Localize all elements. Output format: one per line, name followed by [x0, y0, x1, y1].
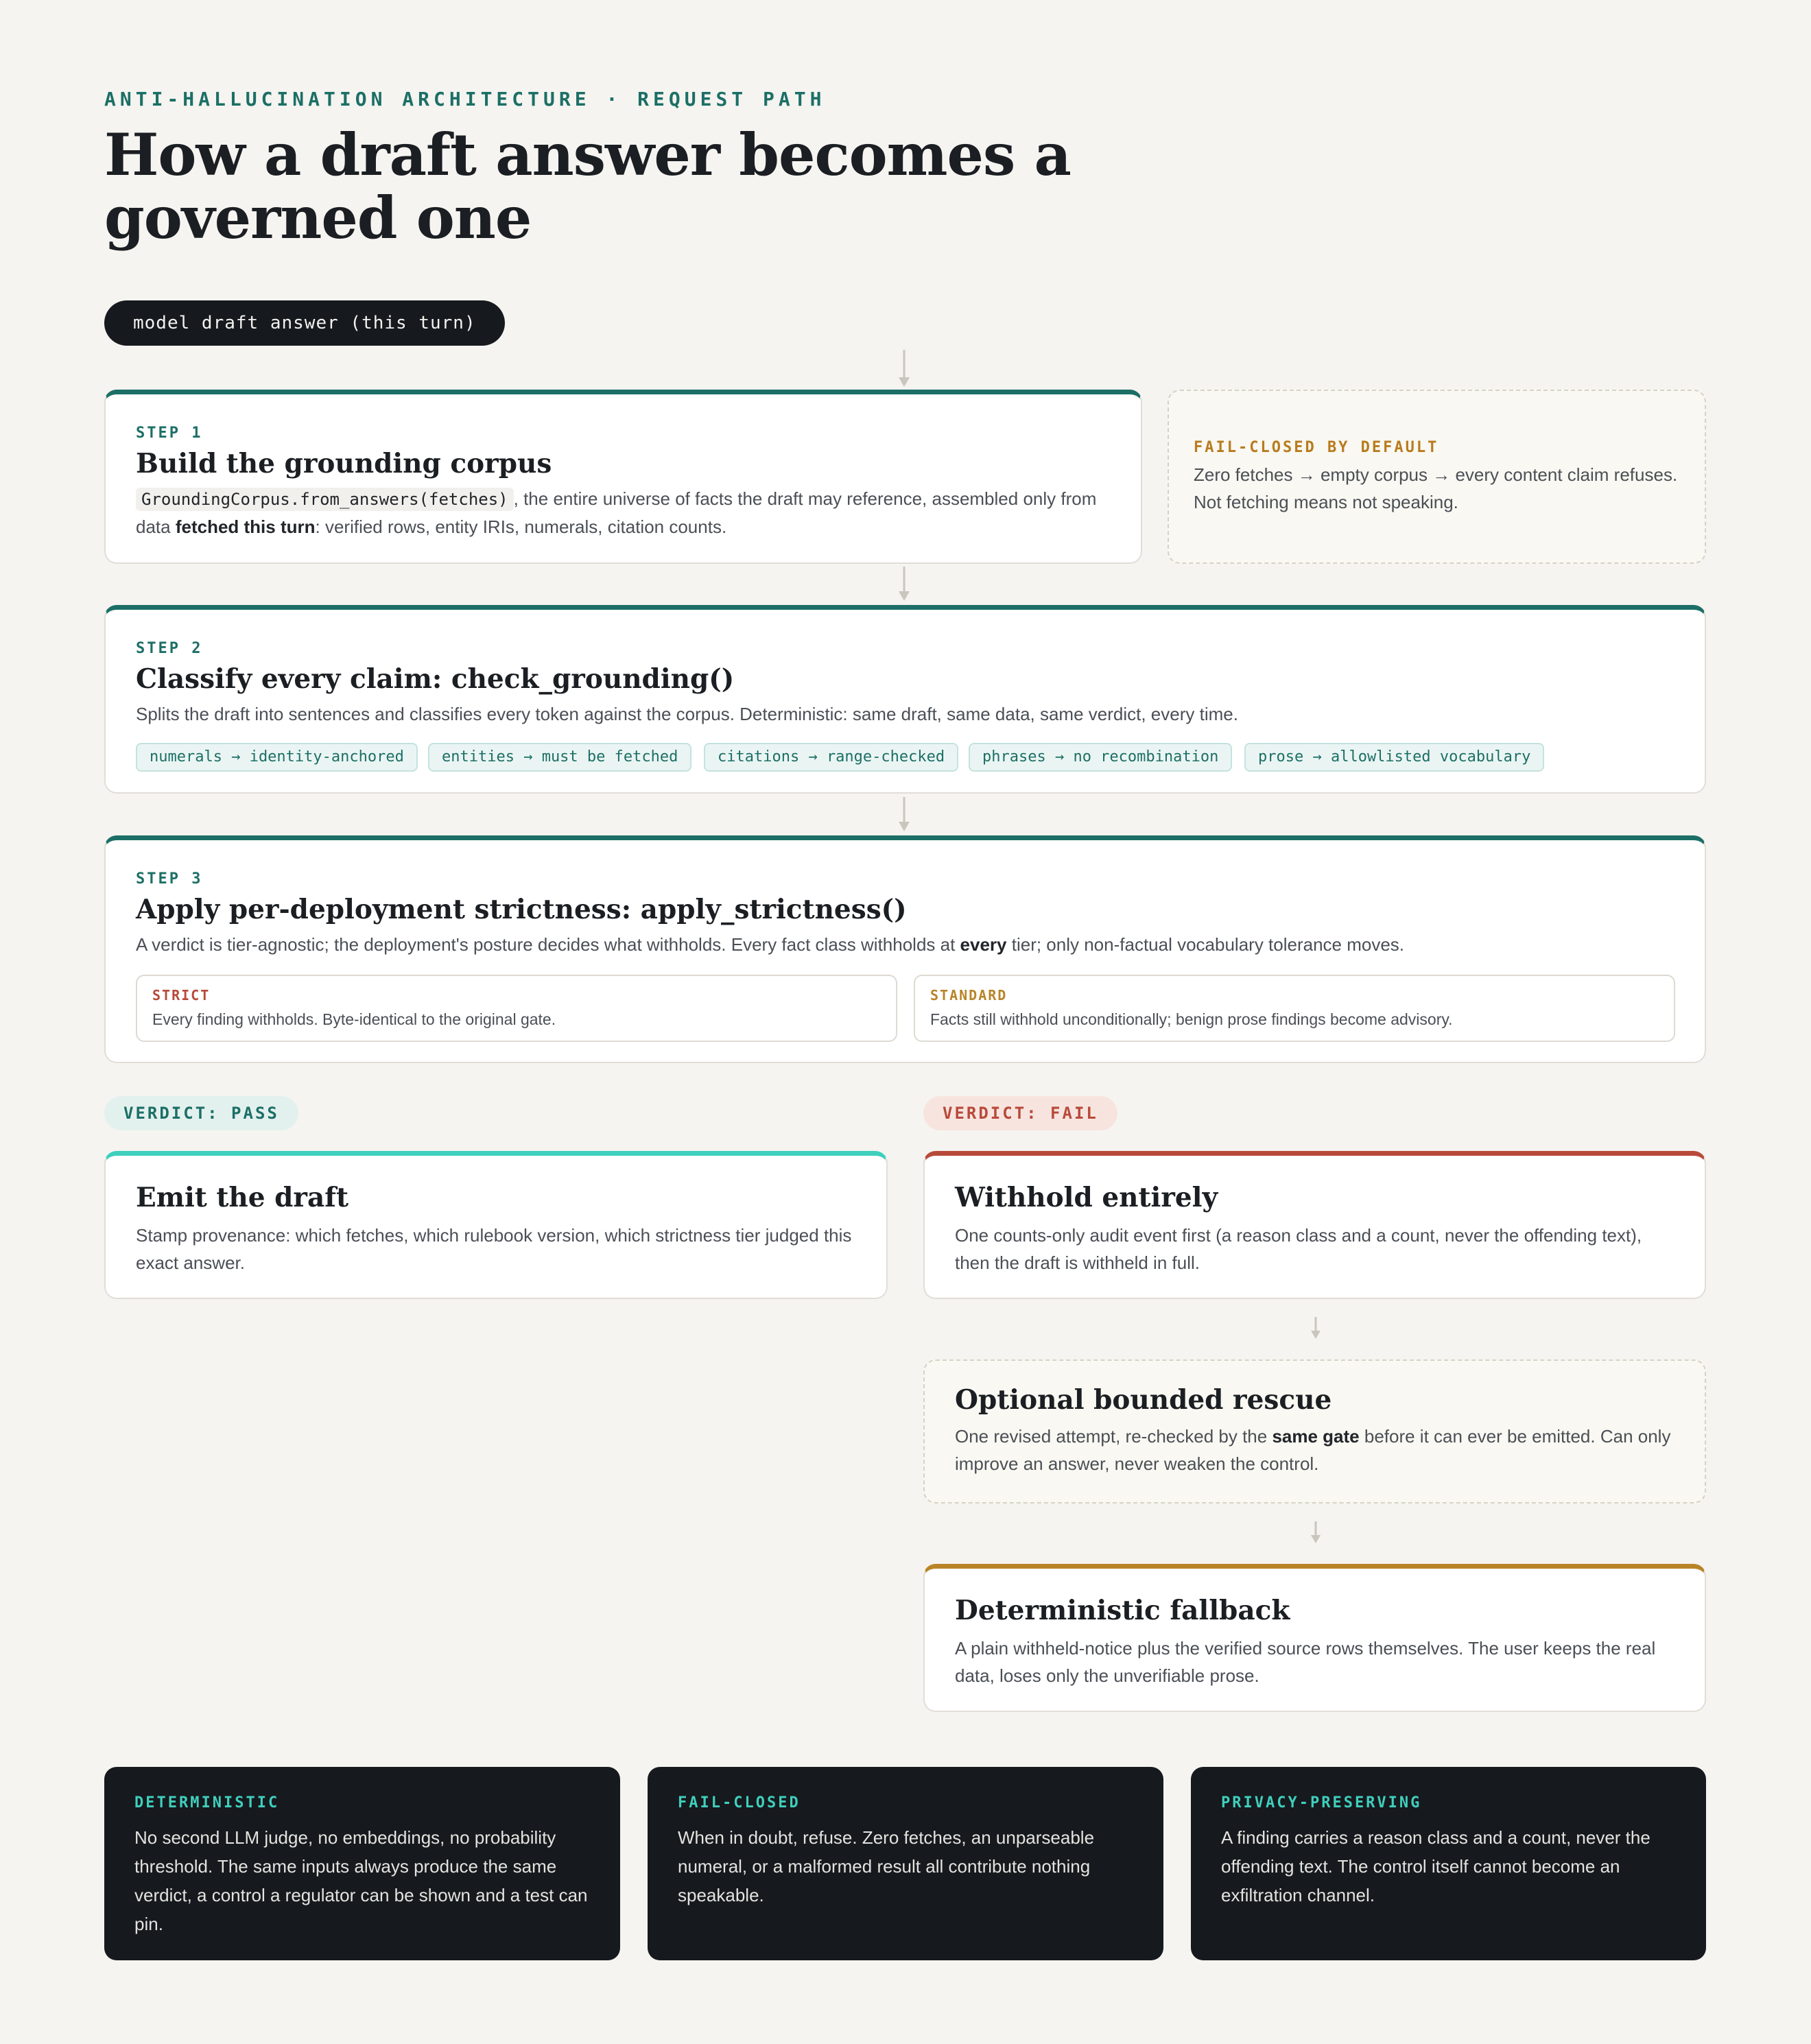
principle-body: A finding carries a reason class and a count, never the offending text. The control itself cannot become an exfiltration channel.: [1221, 1827, 1650, 1905]
step2-card: [104, 605, 1706, 794]
emit-draft-title: Emit the draft: [136, 1182, 349, 1213]
step1-title: Build the grounding corpus: [136, 448, 552, 479]
fallback-title: Deterministic fallback: [955, 1595, 1290, 1626]
step3-label: STEP 3: [136, 870, 203, 888]
step3-body-bold: every: [960, 934, 1007, 955]
principle-body: No second LLM judge, no embeddings, no probability threshold. The same inputs always produce the same verdict, a control a regulator can be shown and a test can pin.: [134, 1827, 588, 1934]
page-title: How a draft answer becomes a governed one: [104, 121, 1071, 252]
step1-code: GroundingCorpus.from_answers(fetches): [136, 488, 514, 511]
principle-label: PRIVACY-PRESERVING: [1221, 1794, 1422, 1811]
tier-strict-label: STRICT: [152, 987, 211, 1003]
eyebrow: ANTI-HALLUCINATION ARCHITECTURE · REQUEST PATH: [104, 88, 826, 110]
rule-chip: prose → allowlisted vocabulary: [1244, 743, 1544, 772]
fail-closed-note: [1168, 390, 1706, 564]
tier-standard: [914, 975, 1675, 1042]
arrow-down-icon: [1307, 1520, 1324, 1547]
step3-body-a: A verdict is tier-agnostic; the deployment's posture decides what withholds. Every fact class withholds at: [136, 934, 960, 955]
fail-closed-body: Zero fetches → empty corpus → every content claim refuses. Not fetching means not speaking.: [1194, 464, 1678, 512]
verdict-pass-pill: VERDICT: PASS: [104, 1096, 298, 1130]
tier-strict-body: Every finding withholds. Byte-identical to the original gate.: [152, 1010, 556, 1028]
step2-title: Classify every claim: check_grounding(): [136, 663, 735, 695]
rescue-title: Optional bounded rescue: [955, 1384, 1332, 1416]
emit-draft-card: [104, 1151, 888, 1299]
verdict-fail-pill: VERDICT: FAIL: [923, 1096, 1117, 1130]
principle-body: When in doubt, refuse. Zero fetches, an unparseable numeral, or a malformed result all contribute nothing speakable.: [678, 1827, 1095, 1905]
tier-standard-body: Facts still withhold unconditionally; benign prose findings become advisory.: [930, 1010, 1453, 1028]
step1-body-b: : verified rows, entity IRIs, numerals, citation counts.: [315, 516, 727, 537]
arrow-down-icon: [1307, 1316, 1324, 1343]
principle-label: DETERMINISTIC: [134, 1794, 280, 1811]
principle-card: [104, 1767, 620, 1960]
withhold-card: [923, 1151, 1706, 1299]
step3-body: [136, 931, 1674, 958]
step3-body-b: tier; only non-factual vocabulary tolerance moves.: [1006, 934, 1405, 955]
withhold-title: Withhold entirely: [955, 1182, 1218, 1213]
rule-chip: citations → range-checked: [704, 743, 958, 772]
principle-card: [1191, 1767, 1706, 1960]
rescue-body-a: One revised attempt, re-checked by the: [955, 1426, 1273, 1447]
rule-chip: phrases → no recombination: [969, 743, 1232, 772]
fail-closed-label: FAIL-CLOSED BY DEFAULT: [1194, 439, 1439, 456]
arrow-down-icon: [896, 796, 912, 834]
principle-card: [648, 1767, 1163, 1960]
arrow-down-icon: [896, 348, 912, 390]
step3-card: [104, 835, 1706, 1063]
step1-card: [104, 390, 1142, 564]
tier-strict: [136, 975, 897, 1042]
rescue-body-b: before it can ever be emitted. Can only improve an answer, never weaken the control.: [955, 1426, 1671, 1474]
rule-chip: numerals → identity-anchored: [136, 743, 418, 772]
step2-body: Splits the draft into sentences and classifies every token against the corpus. Deterministic: same draft, same data, same verdict, every time.: [136, 704, 1238, 724]
principle-label: FAIL-CLOSED: [678, 1794, 801, 1811]
step1-body: [136, 485, 1111, 540]
withhold-body: One counts-only audit event first (a reason class and a count, never the offending text), then the draft is withheld in full.: [955, 1225, 1642, 1273]
step1-body-bold: fetched this turn: [175, 516, 316, 537]
rule-chip: entities → must be fetched: [428, 743, 691, 772]
tier-standard-label: STANDARD: [930, 987, 1008, 1003]
step3-title: Apply per-deployment strictness: apply_strictness(): [136, 894, 907, 925]
input-pill: model draft answer (this turn): [104, 300, 505, 346]
emit-draft-body: Stamp provenance: which fetches, which rulebook version, which strictness tier judged this exact answer.: [136, 1225, 852, 1273]
fallback-card: [923, 1564, 1706, 1712]
fallback-body: A plain withheld-notice plus the verified source rows themselves. The user keeps the real data, loses only the unverifiable prose.: [955, 1638, 1656, 1686]
step1-body-a: , the entire universe of facts the draft may reference, assembled only from data: [136, 488, 1097, 537]
rescue-body: [955, 1423, 1674, 1477]
rescue-body-bold: same gate: [1272, 1426, 1360, 1447]
step2-label: STEP 2: [136, 640, 203, 657]
rescue-card: [923, 1359, 1706, 1504]
step1-label: STEP 1: [136, 425, 203, 442]
arrow-down-icon: [896, 565, 912, 604]
